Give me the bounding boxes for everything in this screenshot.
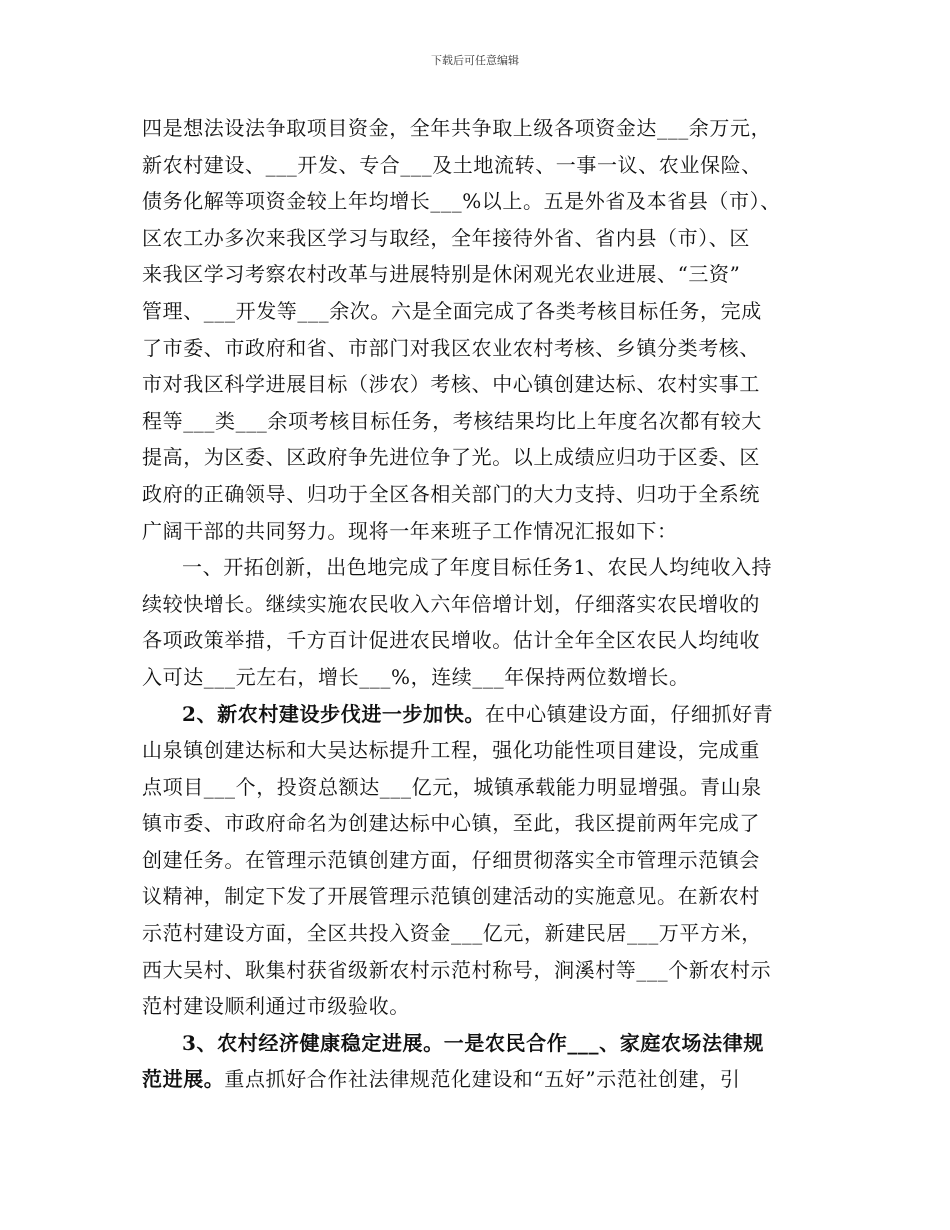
text-line: 广阔干部的共同努力。现将一年来班子工作情况汇报如下： [142, 518, 678, 543]
text-line [142, 1061, 810, 1098]
text-line: 四是想法设法争取项目资金，全年共争取上级各项资金达___余万元， [142, 116, 772, 140]
paragraph-2 [142, 549, 810, 695]
text-line: 提高，为区委、区政府争先进位争了光。以上成绩应归功于区委、区 [142, 445, 760, 470]
text-line: 入可达___元左右，增长___%，连续___年保持两位数增长。 [142, 664, 690, 689]
text-line: 示范村建设方面，全区共投入资金___亿元，新建民居___万平方米， [142, 921, 762, 946]
text-line: 新农村建设、___开发、专合___及土地流转、一事一议、农业保险、 [142, 152, 762, 177]
text-line: 创建任务。在管理示范镇创建方面，仔细贯彻落实全市管理示范镇会 [142, 847, 760, 872]
text-line: 市对我区科学进展目标（涉农）考核、中心镇创建达标、农村实事工 [142, 372, 760, 397]
section-heading: 3、农村经济健康稳定进展。一是农民合作___、家庭农场法律规 [182, 1030, 764, 1055]
text-line: 议精神，制定下发了开展管理示范镇创建活动的实施意见。在新农村 [142, 884, 760, 909]
paragraph-3 [142, 696, 810, 1025]
page-header: 下载后可任意编辑 [431, 54, 519, 67]
section-heading: 范进展。 [142, 1067, 225, 1092]
text-line: 点项目___个，投资总额达___亿元，城镇承载能力明显增强。青山泉 [142, 774, 762, 799]
section-heading: 2、新农村建设步伐进一步加快。 [182, 701, 485, 726]
text-line: 西大吴村、耿集村获省级新农村示范村称号，涧溪村等___个新农村示 [142, 957, 772, 982]
text-line: 范村建设顺利通过市级验收。 [142, 994, 410, 1019]
text-line: 债务化解等项资金较上年均增长___%以上。五是外省及本省县（市）、 [142, 189, 781, 214]
text-line: 了市委、市政府和省、市部门对我区农业农村考核、乡镇分类考核、 [142, 335, 760, 360]
text-run: 在中心镇建设方面，仔细抓好青 [484, 701, 774, 726]
text-line: 续较快增长。继续实施农民收入六年倍增计划，仔细落实农民增收的 [142, 591, 760, 616]
document-body [142, 110, 810, 1098]
text-line: 各项政策举措，千方百计促进农民增收。估计全年全区农民人均纯收 [142, 628, 760, 653]
text-line: 一、开拓创新，出色地完成了年度目标任务1、农民人均纯收入持 [182, 555, 773, 580]
text-line: 山泉镇创建达标和大吴达标提升工程，强化功能性项目建设，完成重 [142, 738, 760, 763]
text-line: 区农工办多次来我区学习与取经，全年接待外省、省内县（市）、区 [142, 225, 750, 250]
text-line: 程等___类___余项考核目标任务，考核结果均比上年度名次都有较大 [142, 408, 762, 433]
text-line: 政府的正确领导、归功于全区各相关部门的大力支持、归功于全系统 [142, 481, 760, 506]
text-line: 镇市委、市政府命名为创建达标中心镇，至此，我区提前两年完成了 [142, 811, 760, 836]
paragraph-4 [142, 1025, 810, 1098]
paragraph-1 [142, 110, 810, 549]
text-line: 管理、___开发等___余次。六是全面完成了各类考核目标任务，完成 [142, 298, 762, 323]
text-line [142, 696, 810, 733]
text-line: 来我区学习考察农村改革与进展特别是休闲观光农业进展、“三资” [142, 262, 741, 287]
text-run: 重点抓好合作社法律规范化建设和“五好”示范社创建，引 [224, 1067, 741, 1092]
